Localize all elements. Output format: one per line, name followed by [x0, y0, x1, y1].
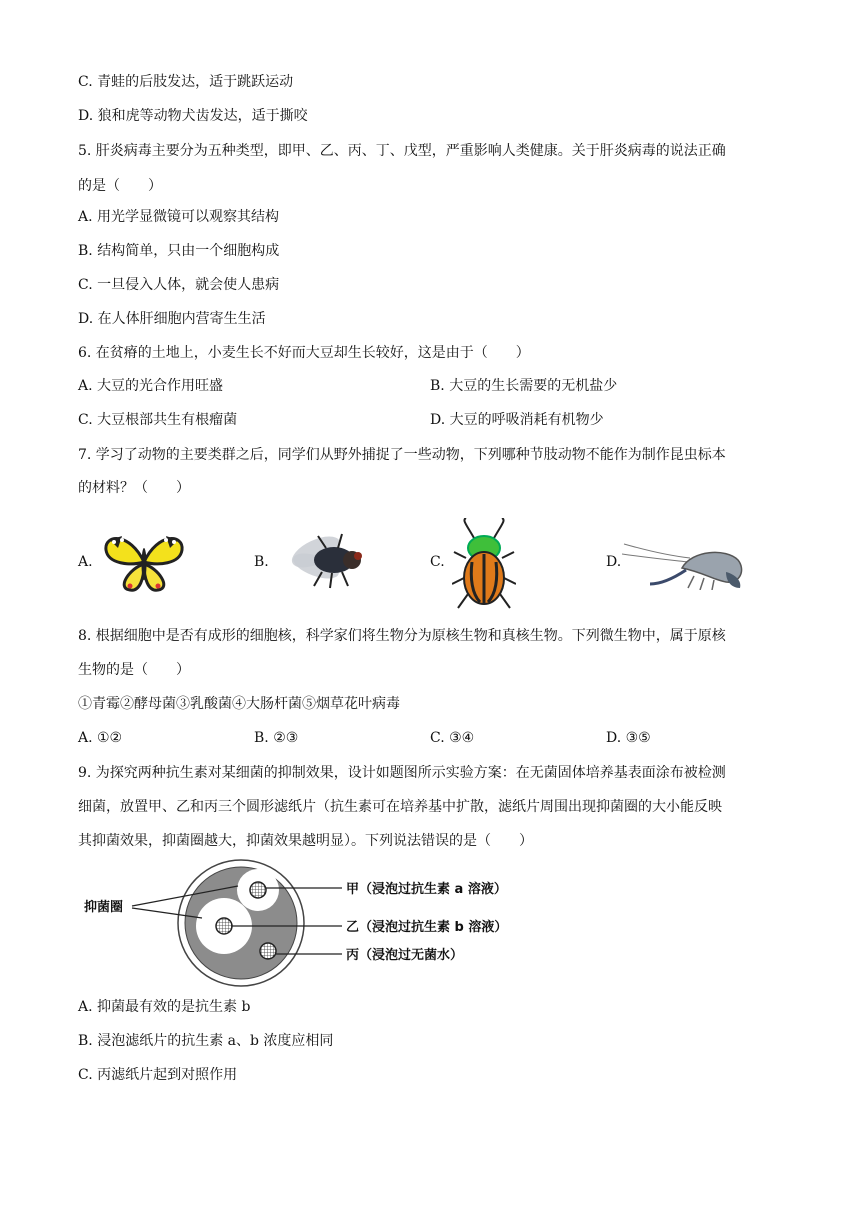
q5-option-a: A. 用光学显微镜可以观察其结构: [78, 209, 280, 225]
q8-stem-line1: 8. 根据细胞中是否有成形的细胞核，科学家们将生物分为原核生物和真核生物。下列微生物中，属于原核: [78, 628, 726, 644]
q5-option-c: C. 一旦侵入人体，就会使人患病: [78, 277, 280, 293]
q9-option-a: A. 抑菌最有效的是抗生素 b: [78, 999, 251, 1015]
q4-option-c: C. 青蛙的后肢发达，适于跳跃运动: [78, 74, 294, 90]
q9-stem-line1: 9. 为探究两种抗生素对某细菌的抑制效果，设计如题图所示实验方案：在无菌固体培养基表面涂布被检测: [78, 765, 726, 781]
q8-option-a: A. ①②: [78, 730, 123, 746]
q7-option-d-label: D.: [606, 554, 622, 570]
q7-option-b-label: B.: [254, 554, 269, 570]
q5-option-b: B. 结构简单，只由一个细胞构成: [78, 243, 280, 259]
q8-option-d: D. ③⑤: [606, 730, 651, 746]
q6-option-b: B. 大豆的生长需要的无机盐少: [430, 378, 618, 394]
label-jia: 甲（浸泡过抗生素 a 溶液）: [346, 882, 507, 897]
fly-icon: [282, 522, 378, 592]
filter-paper-bing: [260, 943, 276, 959]
q8-option-c: C. ③④: [430, 730, 475, 746]
q6-option-d: D. 大豆的呼吸消耗有机物少: [430, 412, 604, 428]
label-yi: 乙（浸泡过抗生素 b 溶液）: [346, 920, 508, 935]
q7-option-a-label: A.: [78, 554, 93, 570]
filter-paper-yi: [216, 918, 232, 934]
q8-option-b: B. ②③: [254, 730, 299, 746]
q6-option-a: A. 大豆的光合作用旺盛: [78, 378, 224, 394]
butterfly-icon: [100, 528, 188, 596]
q8-items: ①青霉②酵母菌③乳酸菌④大肠杆菌⑤烟草花叶病毒: [78, 696, 400, 712]
q6-option-c: C. 大豆根部共生有根瘤菌: [78, 412, 238, 428]
q5-stem-line1: 5. 肝炎病毒主要分为五种类型，即甲、乙、丙、丁、戊型，严重影响人类健康。关于肝炎病毒的说法正确: [78, 143, 726, 159]
q9-stem-line2: 细菌，放置甲、乙和丙三个圆形滤纸片（抗生素可在培养基中扩散，滤纸片周围出现抑菌圈的大小能反映: [78, 799, 722, 815]
q4-option-d: D. 狼和虎等动物犬齿发达，适于撕咬: [78, 108, 308, 124]
q5-option-d: D. 在人体肝细胞内营寄生生活: [78, 311, 266, 327]
filter-paper-jia: [250, 882, 266, 898]
q7-option-c-label: C.: [430, 554, 445, 570]
beetle-icon: [452, 518, 516, 612]
q9-option-b: B. 浸泡滤纸片的抗生素 a、b 浓度应相同: [78, 1033, 334, 1049]
q8-stem-line2: 生物的是（ ）: [78, 662, 190, 678]
shrimp-icon: [622, 538, 746, 590]
q5-stem-line2: 的是（ ）: [78, 178, 162, 194]
q9-option-c: C. 丙滤纸片起到对照作用: [78, 1067, 238, 1083]
q7-stem-line1: 7. 学习了动物的主要类群之后，同学们从野外捕捉了一些动物，下列哪种节肢动物不能作为制作昆虫标本: [78, 447, 726, 463]
q9-stem-line3: 其抑菌效果，抑菌圈越大，抑菌效果越明显）。下列说法错误的是（ ）: [78, 833, 533, 849]
petri-dish-diagram: [78, 856, 538, 988]
label-bing: 丙（浸泡过无菌水）: [346, 948, 464, 963]
zone-label: 抑菌圈: [84, 900, 124, 915]
q7-stem-line2: 的材料？（ ）: [78, 480, 190, 496]
q6-stem: 6. 在贫瘠的土地上，小麦生长不好而大豆却生长较好，这是由于（ ）: [78, 345, 530, 361]
